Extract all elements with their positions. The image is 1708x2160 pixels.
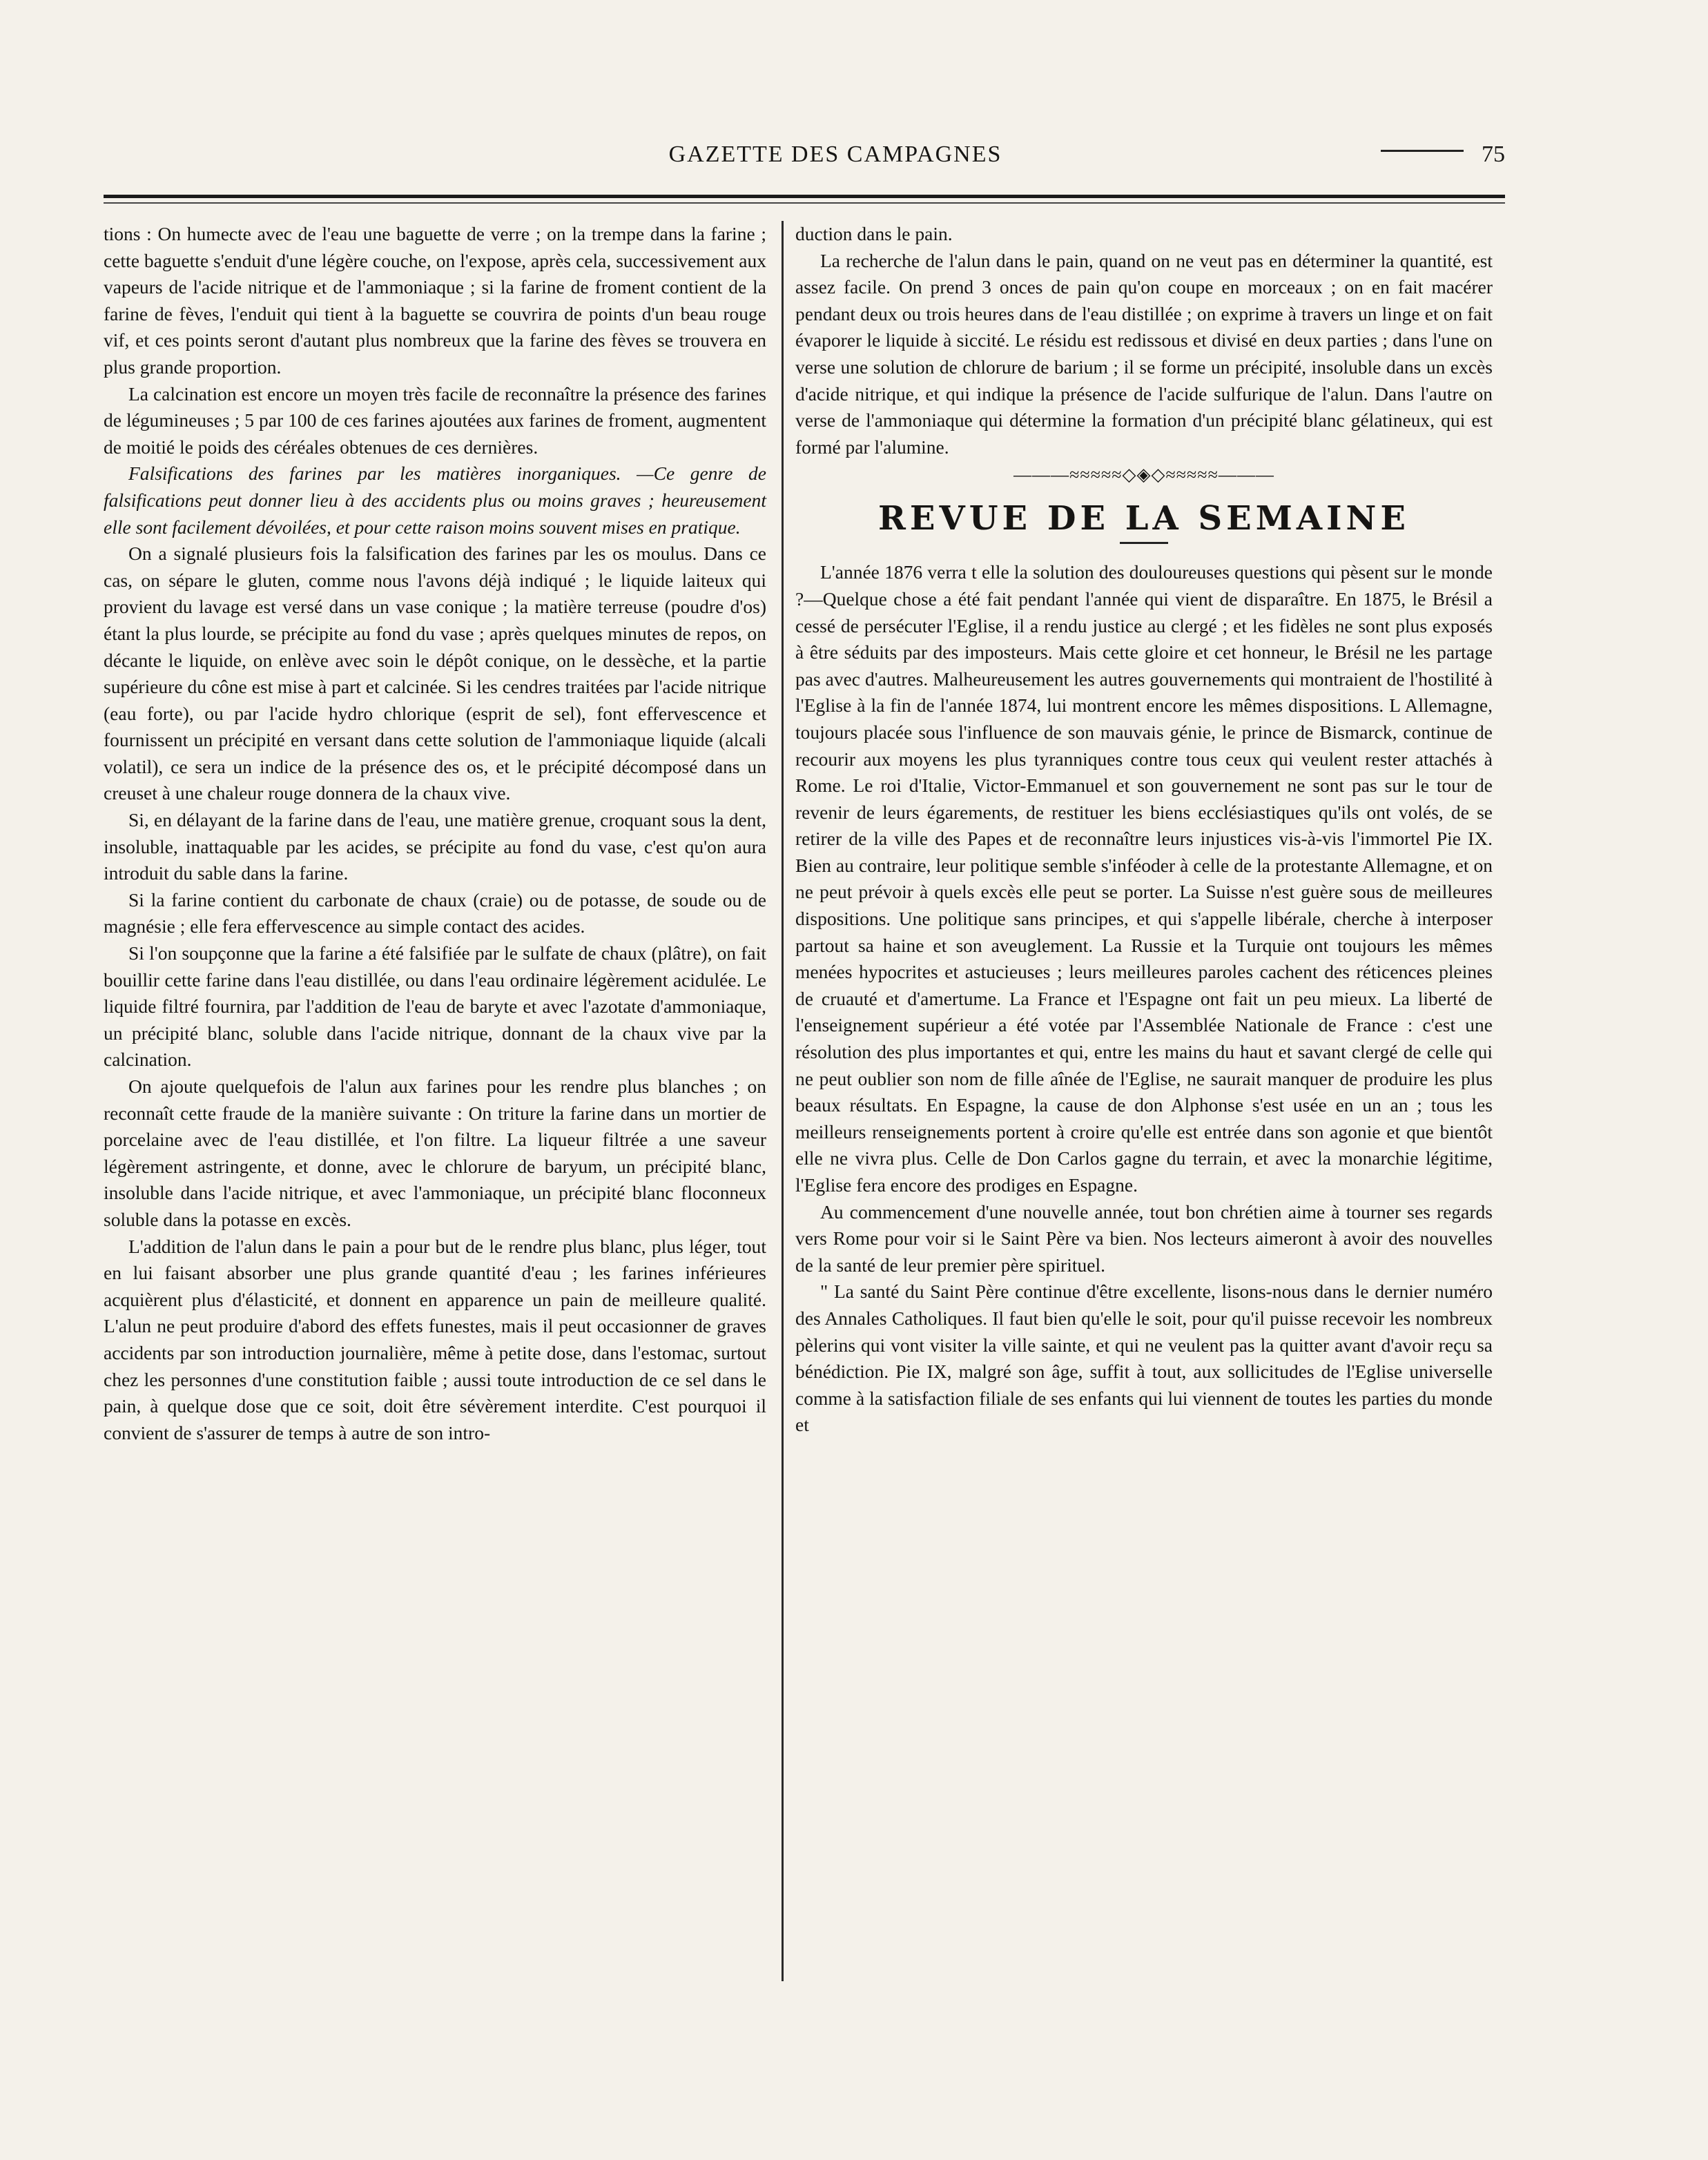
header-dash (1381, 150, 1464, 152)
header-rule-thin (104, 202, 1505, 204)
paragraph: La recherche de l'alun dans le pain, quand on ne veut pas en déterminer la quantité, est assez facile. On prend 3 onces de pain qu'on coupe en morceaux ; on en fait macérer pendant deux ou trois heures dans de l'eau distillée ; on exprime à travers un linge et on fait évaporer le liquide à siccité. Le résidu est redissous et divisé en deux parties ; dans l'une on verse une solution de chlorure de barium ; il se forme un précipité, insoluble dans un excès d'acide nitrique, et qui indique la présence de l'acide sulfurique de l'alun. Dans l'autre on verse de l'ammoniaque qui détermine la formation d'un précipité blanc gélatineux, qui est formé par l'alumine. (795, 249, 1493, 458)
paragraph: La calcination est encore un moyen très facile de reconnaître la présence des farines de légumineuses ; 5 par 100 de ces farines ajoutées aux farines de froment, augmentent de moitié le poids des céréales obtenues de ces dernières. (104, 382, 766, 458)
paragraph: tions : On humecte avec de l'eau une baguette de verre ; on la trempe dans la farine ; cette baguette s'enduit d'une légère couche, on l'expose, après cela, successivement aux vapeurs de l'acide nitrique et de l'ammoniaque ; si la farine de froment contient de la farine de fèves, l'enduit qui tient à la baguette se couvrira de points d'un beau rouge vif, et ces points seront d'autant plus nombreux que la farine des fèves se trouvera en plus grande proportion. (104, 223, 766, 378)
heading-rule (1120, 542, 1168, 544)
right-column (795, 221, 1493, 1439)
header-rule (104, 195, 1505, 198)
left-column (104, 221, 766, 1446)
paragraph: duction dans le pain. (795, 223, 953, 244)
paragraph: Si la farine contient du carbonate de chaux (craie) ou de potasse, de soude ou de magnésie ; elle fera effervescence au simple contact des acides. (104, 888, 766, 937)
paragraph: L'addition de l'alun dans le pain a pour but de le rendre plus blanc, plus léger, tout en lui faisant absorber une plus grande quantité d'eau ; les farines inférieures acquièrent plus d'élasticité, et donnent en apparence un pain de meilleure qualité. L'alun ne peut produire d'abord des effets funestes, mais il peut occasionner de graves accidents par son introduction journalière, même à petite dose, dans l'estomac, surtout chez les personnes d'une constitution faible ; aussi toute introduction de ce sel dans le pain, à quelque dose que ce soit, doit être sévèrement interdite. C'est pourquoi il convient de s'assurer de temps à autre de son intro- (104, 1235, 766, 1443)
paragraph: " La santé du Saint Père continue d'être excellente, lisons-nous dans le dernier numéro des Annales Catholiques. Il faut bien qu'elle le soit, pour qu'il puisse recevoir les nombreux pèlerins qui vont visiter la ville sainte, et qui ne veulent pas la quitter avant d'avoir reçu sa bénédiction. Pie IX, malgré son âge, suffit à tout, aux sollicitudes de l'Eglise universelle comme à la satisfaction filiale de ses enfants qui lui viennent de toutes les parties du monde et (795, 1281, 1493, 1436)
ornament-separator: ———≈≈≈≈≈◇◈◇≈≈≈≈≈——— (1013, 465, 1274, 485)
paragraph: Si, en délayant de la farine dans de l'eau, une matière grenue, croquant sous la dent, insoluble, inattaquable par les acides, se précipite au fond du vase, c'est qu'on aura introduit du sable dans la farine. (104, 809, 766, 884)
page-number: 75 (1482, 142, 1505, 167)
paragraph: On ajoute quelquefois de l'alun aux farines pour les rendre plus blanches ; on reconnaît cette fraude de la manière suivante : On triture la farine dans un mortier de porcelaine avec de l'eau distillée, et l'on filtre. La liqueur filtrée a une saveur légèrement astringente, et donne, avec le chlorure de baryum, un précipité blanc, insoluble dans l'acide nitrique, et avec l'ammoniaque, un précipité blanc floconneux soluble dans la potasse en excès. (104, 1076, 766, 1230)
page-header (104, 142, 1505, 169)
column-divider (782, 221, 784, 1981)
publication-title: GAZETTE DES CAMPAGNES (668, 142, 1002, 167)
paragraph: On a signalé plusieurs fois la falsification des farines par les os moulus. Dans ce cas, on sépare le gluten, comme nous l'avons déjà indiqué ; le liquide laiteux qui provient du lavage est versé dans un vase conique ; la matière terreuse (poudre d'os) étant la plus lourde, se précipite au fond du vase ; après quelques minutes de repos, on décante le liquide, on enlève avec soin le dépôt conique, on le dessèche, et la partie supérieure du cône est mise à part et calcinée. Si les cendres traitées par l'acide nitrique (eau forte), ou par l'acide hydro chlorique (esprit de sel), font effervescence et fournissent un précipité en versant dans cette solution de l'ammoniaque liquide (alcali volatil), ce sera un indice de la présence des os, et le précipité décomposé dans un creuset à une chaleur rouge donnera de la chaux vive. (104, 543, 766, 804)
section-paragraph: Falsifications des farines par les matières inorganiques. —Ce genre de falsifications peut donner lieu à des accidents plus ou moins graves ; heureusement elle sont facilement dévoilées, et pour cette raison moins souvent mises en pratique. (104, 463, 766, 538)
paragraph: Au commencement d'une nouvelle année, tout bon chrétien aime à tourner ses regards vers Rome pour voir si le Saint Père va bien. Nos lecteurs aimeront à avoir des nouvelles de la santé de leur premier père spirituel. (795, 1200, 1493, 1276)
paragraph: L'année 1876 verra t elle la solution des douloureuses questions qui pèsent sur le monde ?—Quelque chose a été fait pendant l'année qui vient de disparaître. En 1875, le Brésil a cessé de persécuter l'Eglise, il a rendu justice au clergé ; et les fidèles ne sont plus exposés à être séduits par des imposteurs. Mais cette gloire et cet honneur, le Brésil ne les partage pas avec d'autres. Malheureusement les autres gouvernements qui montraient de l'hostilité à l'Eglise à la fin de l'année 1874, lui montrent encore les mêmes dispositions. L Allemagne, toujours placée sous l'influence de son mauvais génie, le prince de Bismarck, continue de recourir aux moyens les plus tyranniques contre tous ceux qui veulent rester attachés à Rome. Le roi d'Italie, Victor-Emmanuel et son gouvernement ne sont pas sur le tour de revenir de leurs égarements, de restituer les biens ecclésiastiques qu'ils ont volés, de se retirer de la ville des Papes et de reconnaître leurs injustices vis-à-vis l'immortel Pie IX. Bien au contraire, leur politique semble s'inféoder à celle de la protestante Allemagne, et on ne peut prévoir à quels excès elle peut se porter. La Suisse n'est guère sous de meilleures dispositions. Une politique sans principes, et qui s'appelle libérale, cherche à interposer partout sa haine et son aveuglement. La Russie et la Turquie ont toujours les mêmes menées hypocrites et astucieuses ; leurs meilleures paroles cachent des réticences pleines de cruauté et d'amertume. La France et l'Espagne ont fait un peu mieux. La liberté de l'enseignement supérieur a été votée par l'Assemblée Nationale de France : c'est une résolution des plus importantes et qui, entre les mains du haut et savant clergé de celle qui ne peut oublier son nom de fille aînée de l'Eglise, ne saurait manquer de produire les plus beaux résultats. En Espagne, la cause de don Alphonse s'est usée en un an ; tous les meilleurs renseignements portent à croire qu'elle est entrée dans son agonie et que bientôt elle ne vivra plus. Celle de Don Carlos gagne du terrain, et avec la monarchie légitime, l'Eglise fera encore des prodiges en Espagne. (795, 561, 1493, 1196)
section-heading: REVUE DE LA SEMAINE (877, 499, 1410, 538)
paragraph: Si l'on soupçonne que la farine a été falsifiée par le sulfate de chaux (plâtre), on fait bouillir cette farine dans l'eau distillée, ou dans l'eau ordinaire légèrement acidulée. Le liquide filtré fournira, par l'addition de l'eau de baryte et avec l'azotate d'ammoniaque, un précipité blanc, soluble dans l'acide nitrique, donnant de la chaux vive par la calcination. (104, 942, 766, 1071)
